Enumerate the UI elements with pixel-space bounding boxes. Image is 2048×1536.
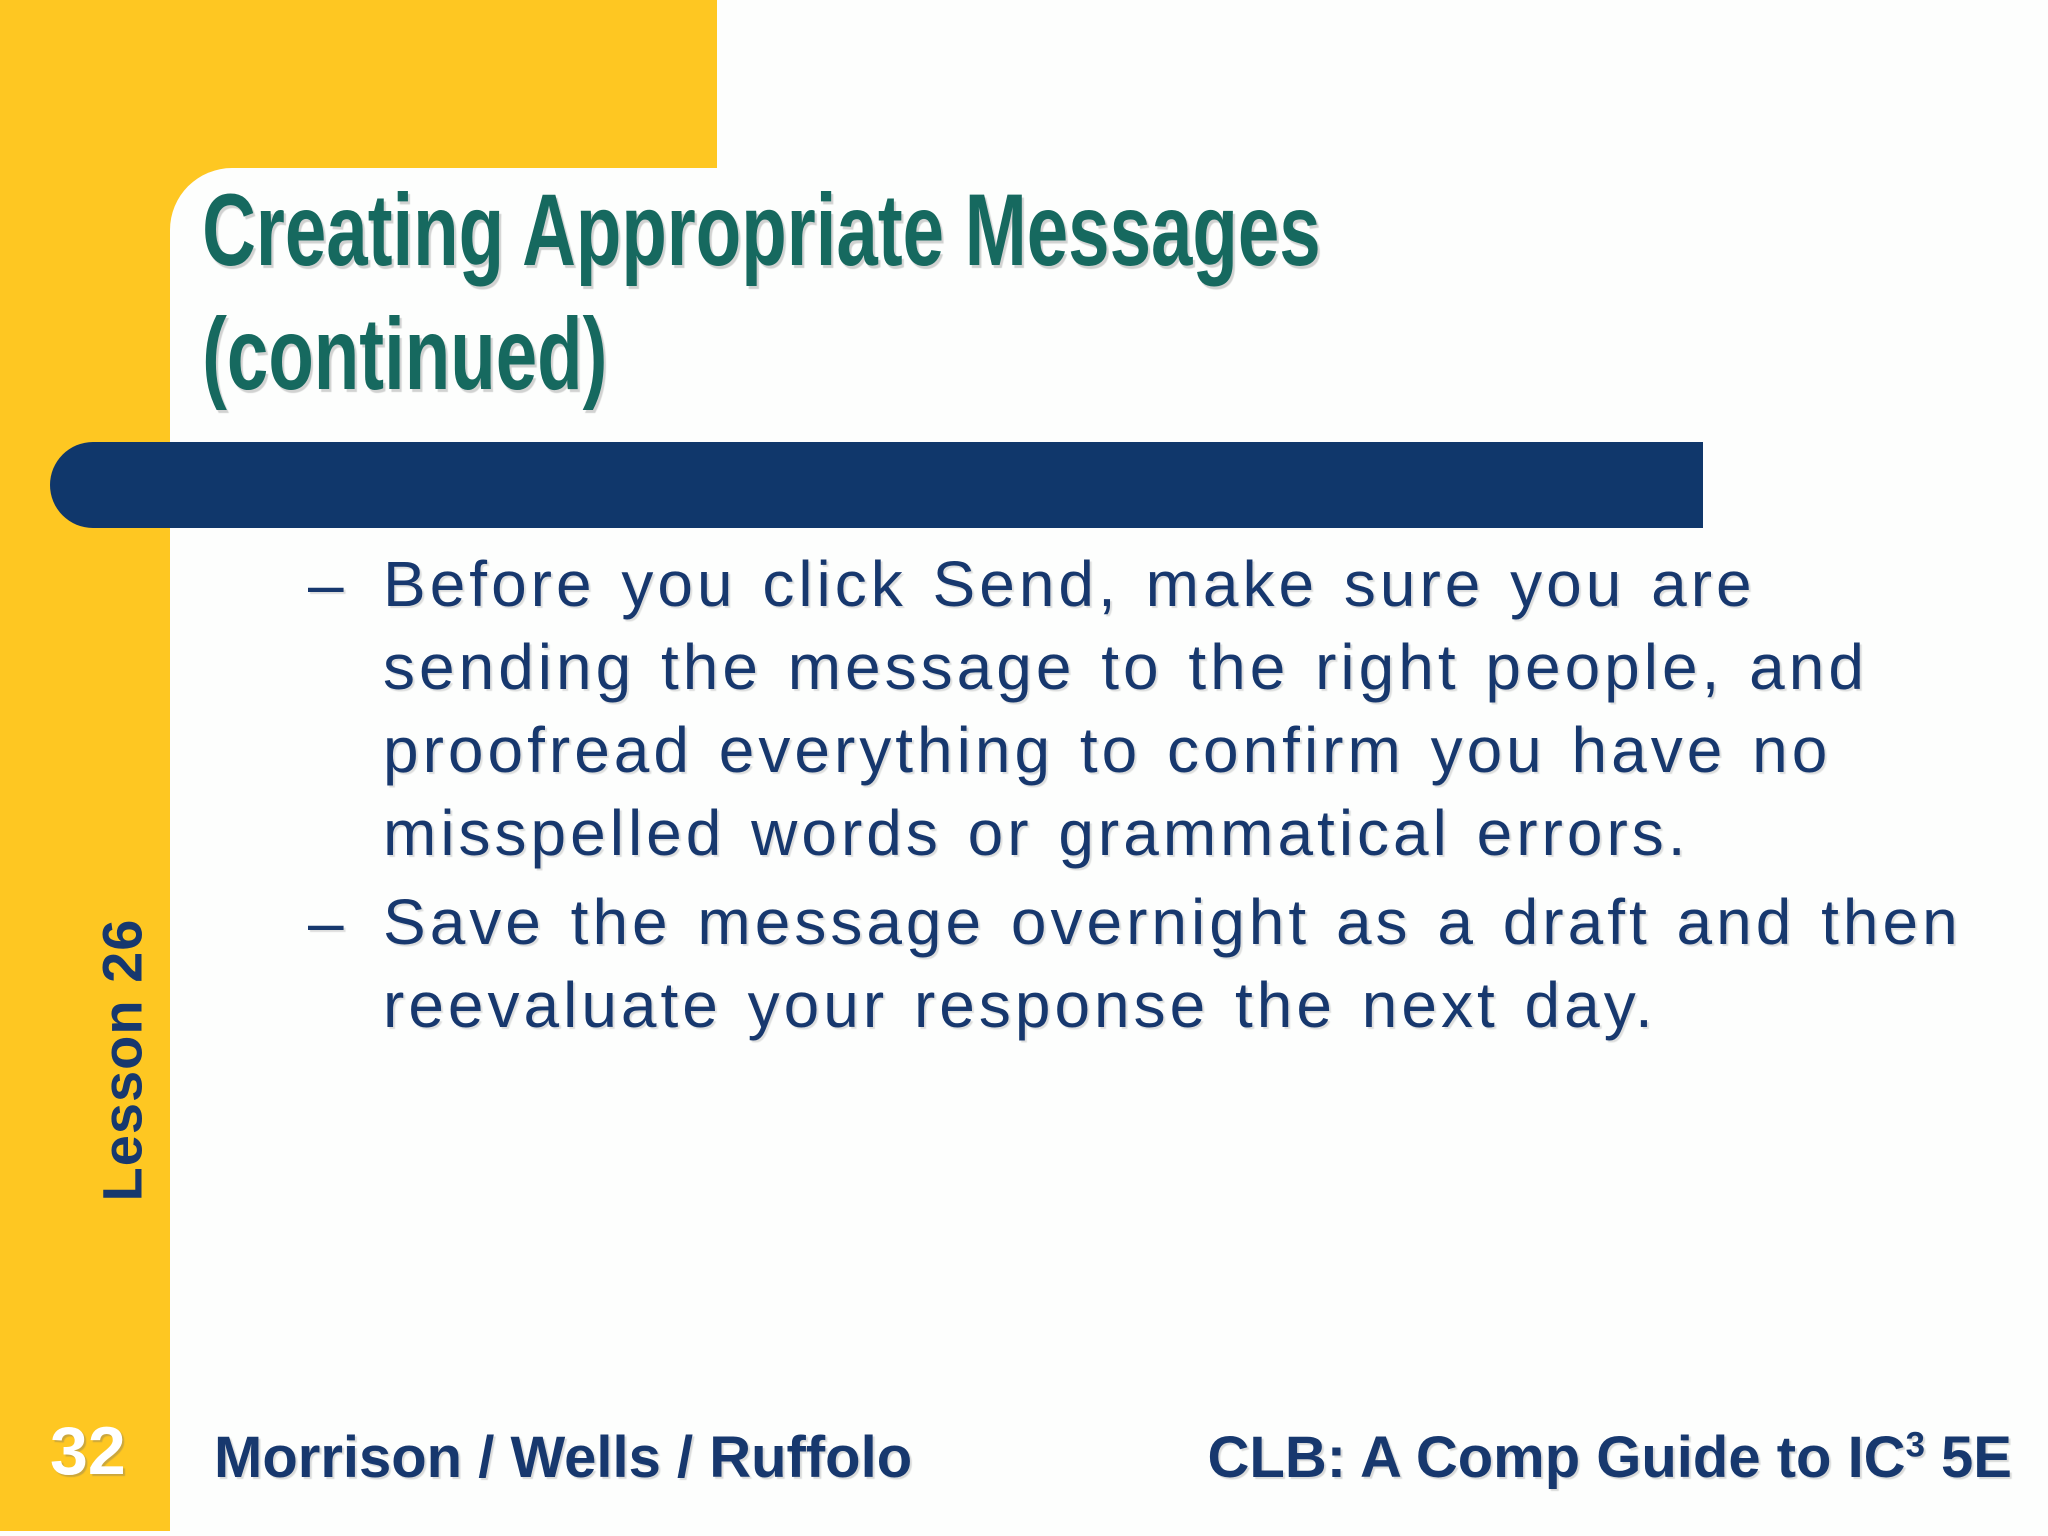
footer-book-title [1208,1424,2013,1491]
title-line-1: Creating Appropriate Messages [202,173,1321,287]
title-line-2: (continued) [202,297,608,411]
book-title-prefix: CLB: A Comp Guide to IC [1207,1425,1906,1490]
bullet-line: reevaluate your response the next day. [383,969,1657,1041]
yellow-sidebar [0,0,170,1531]
bullet-marker: – [308,886,348,958]
page-number: 32 [50,1413,126,1489]
lesson-label: Lesson 26 [90,918,154,1202]
bullet-item [308,881,1962,1047]
bullet-item [308,543,1962,875]
bullet-text [383,543,1868,875]
bullet-text [383,881,1962,1047]
book-title-suffix: 5E [1924,1425,2012,1490]
book-superscript: 3 [1905,1425,1925,1465]
bullet-line: sending the message to the right people, and [383,631,1868,703]
footer-authors: Morrison / Wells / Ruffolo [214,1425,913,1490]
title-box [170,168,2048,442]
bullet-marker: – [308,548,348,620]
bullet-line: Before you click Send, make sure you are [383,548,1756,620]
bullet-line: proofread everything to confirm you have no [383,714,1832,786]
divider-bar [50,442,1703,528]
bullet-list [308,543,1962,1047]
bullet-line: Save the message overnight as a draft and then [383,886,1962,958]
page-title [170,168,1541,416]
bullet-line: misspelled words or grammatical errors. [383,797,1690,869]
